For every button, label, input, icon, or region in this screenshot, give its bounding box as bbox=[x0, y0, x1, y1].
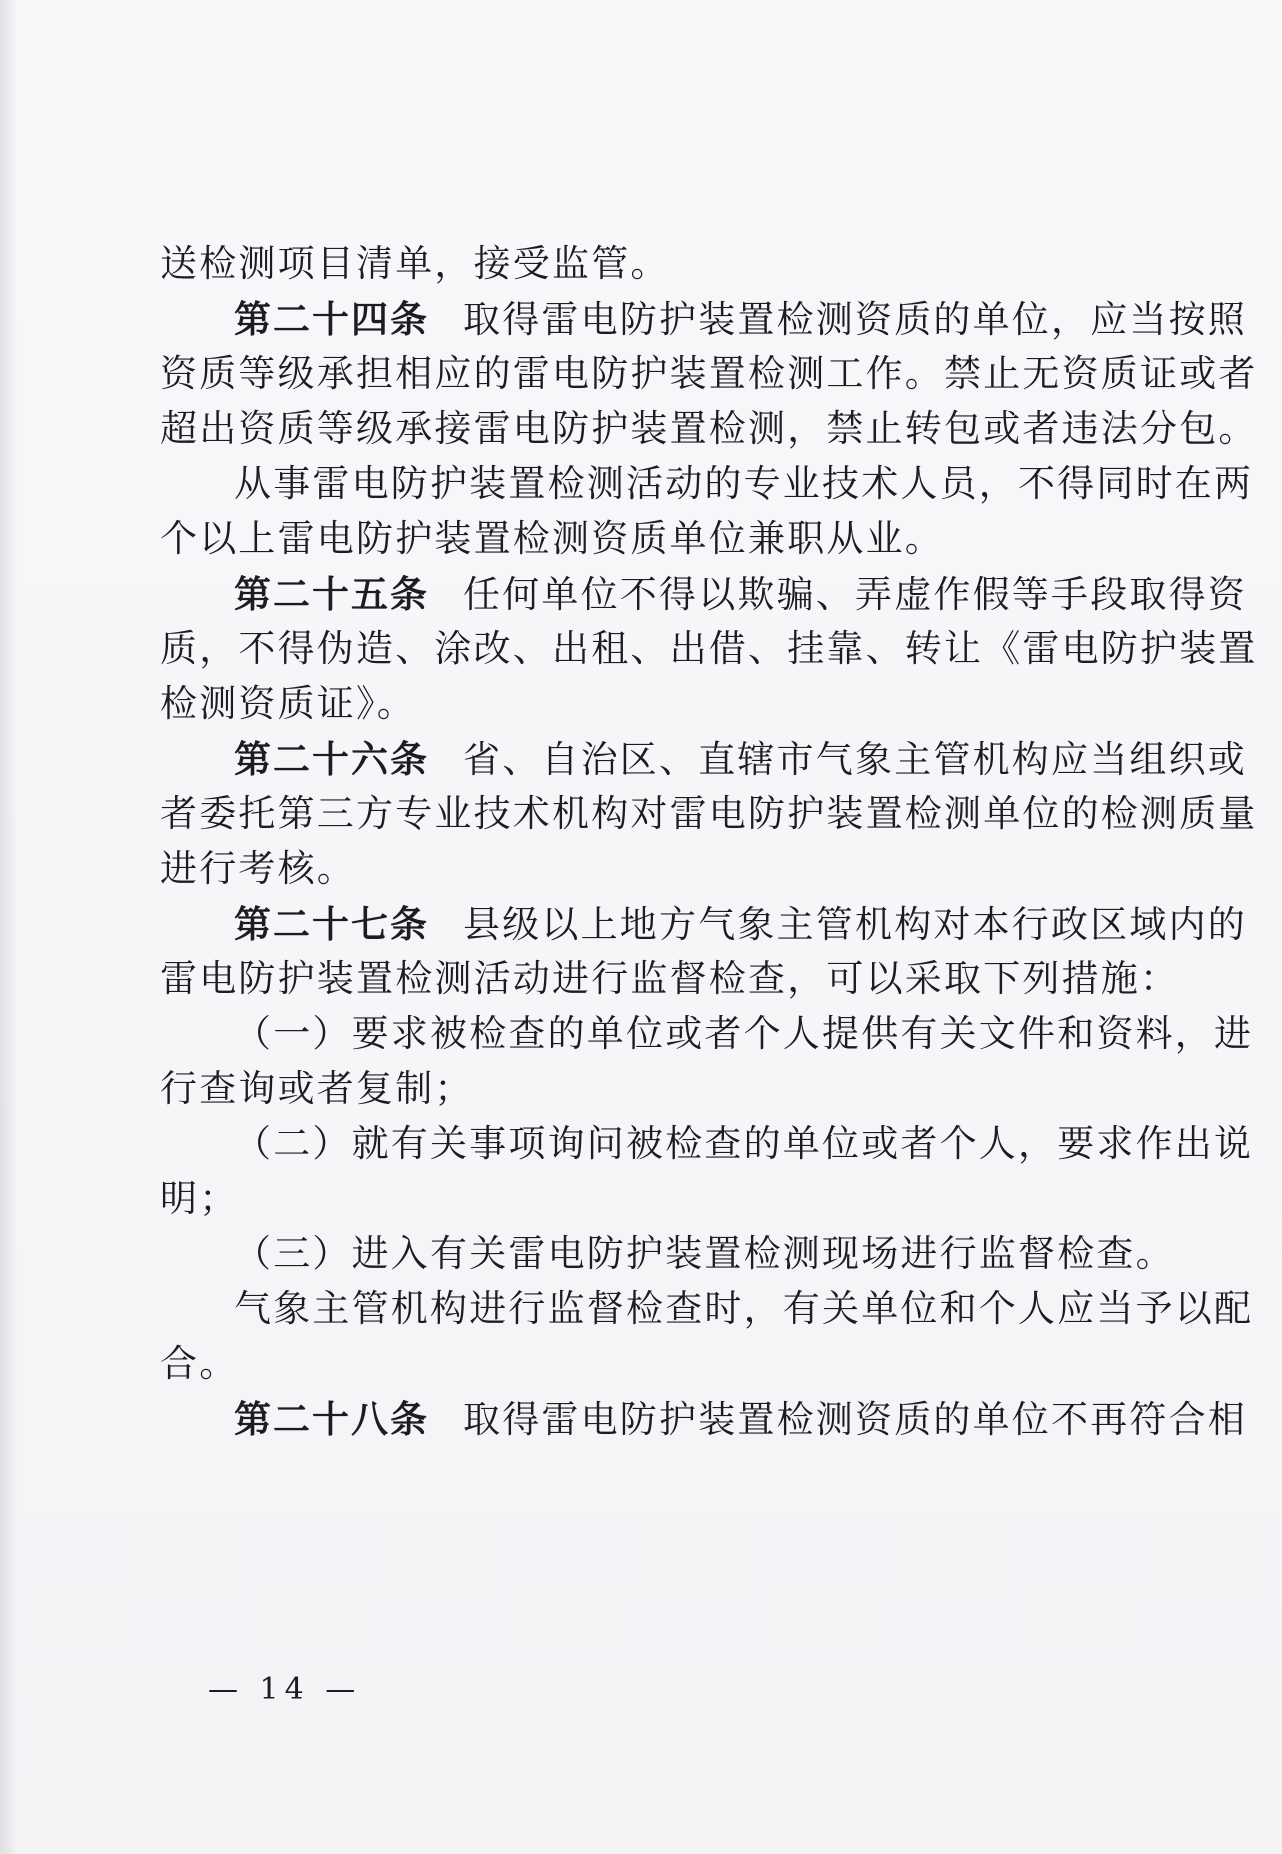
text-line: 从事雷电防护装置检测活动的专业技术人员，不得同时在两 bbox=[234, 462, 1254, 505]
article-27-line: 第二十七条 县级以上地方气象主管机构对本行政区域内的 bbox=[234, 902, 1247, 946]
text-line: 者委托第三方专业技术机构对雷电防护装置检测单位的检测质量 bbox=[160, 792, 1258, 835]
text-line: 明； bbox=[160, 1177, 239, 1220]
text-line: 超出资质等级承接雷电防护装置检测，禁止转包或者违法分包。 bbox=[160, 407, 1258, 450]
article-heading: 第二十七条 bbox=[234, 902, 429, 946]
page-number: — 14 — bbox=[208, 1672, 362, 1707]
text-line: 质，不得伪造、涂改、出租、出借、挂靠、转让《雷电防护装置 bbox=[160, 627, 1258, 670]
list-item-3: （三）进入有关雷电防护装置检测现场进行监督检查。 bbox=[234, 1232, 1175, 1275]
text-line: 雷电防护装置检测活动进行监督检查，可以采取下列措施： bbox=[160, 957, 1180, 1000]
text-line: 送检测项目清单，接受监管。 bbox=[160, 242, 670, 285]
article-26-line: 第二十六条 省、自治区、直辖市气象主管机构应当组织或 bbox=[234, 737, 1247, 781]
text-line: 检测资质证》。 bbox=[160, 682, 416, 725]
text-line: 个以上雷电防护装置检测资质单位兼职从业。 bbox=[160, 517, 944, 560]
article-heading: 第二十五条 bbox=[234, 572, 429, 616]
list-item-2: （二）就有关事项询问被检查的单位或者个人，要求作出说 bbox=[234, 1122, 1254, 1165]
text-line: 合。 bbox=[160, 1342, 239, 1385]
article-heading: 第二十八条 bbox=[234, 1397, 429, 1441]
article-24-line: 第二十四条 取得雷电防护装置检测资质的单位，应当按照 bbox=[234, 297, 1247, 341]
article-28-line: 第二十八条 取得雷电防护装置检测资质的单位不再符合相 bbox=[234, 1397, 1247, 1441]
text-line: 行查询或者复制； bbox=[160, 1067, 474, 1110]
text-line: 进行考核。 bbox=[160, 847, 356, 890]
list-item-1: （一）要求被检查的单位或者个人提供有关文件和资料，进 bbox=[234, 1012, 1254, 1055]
text-line: 气象主管机构进行监督检查时，有关单位和个人应当予以配 bbox=[234, 1287, 1254, 1330]
article-25-line: 第二十五条 任何单位不得以欺骗、弄虚作假等手段取得资 bbox=[234, 572, 1247, 616]
text-line: 资质等级承担相应的雷电防护装置检测工作。禁止无资质证或者 bbox=[160, 352, 1258, 395]
article-heading: 第二十六条 bbox=[234, 737, 429, 781]
scan-edge bbox=[0, 0, 18, 1854]
article-heading: 第二十四条 bbox=[234, 297, 429, 341]
